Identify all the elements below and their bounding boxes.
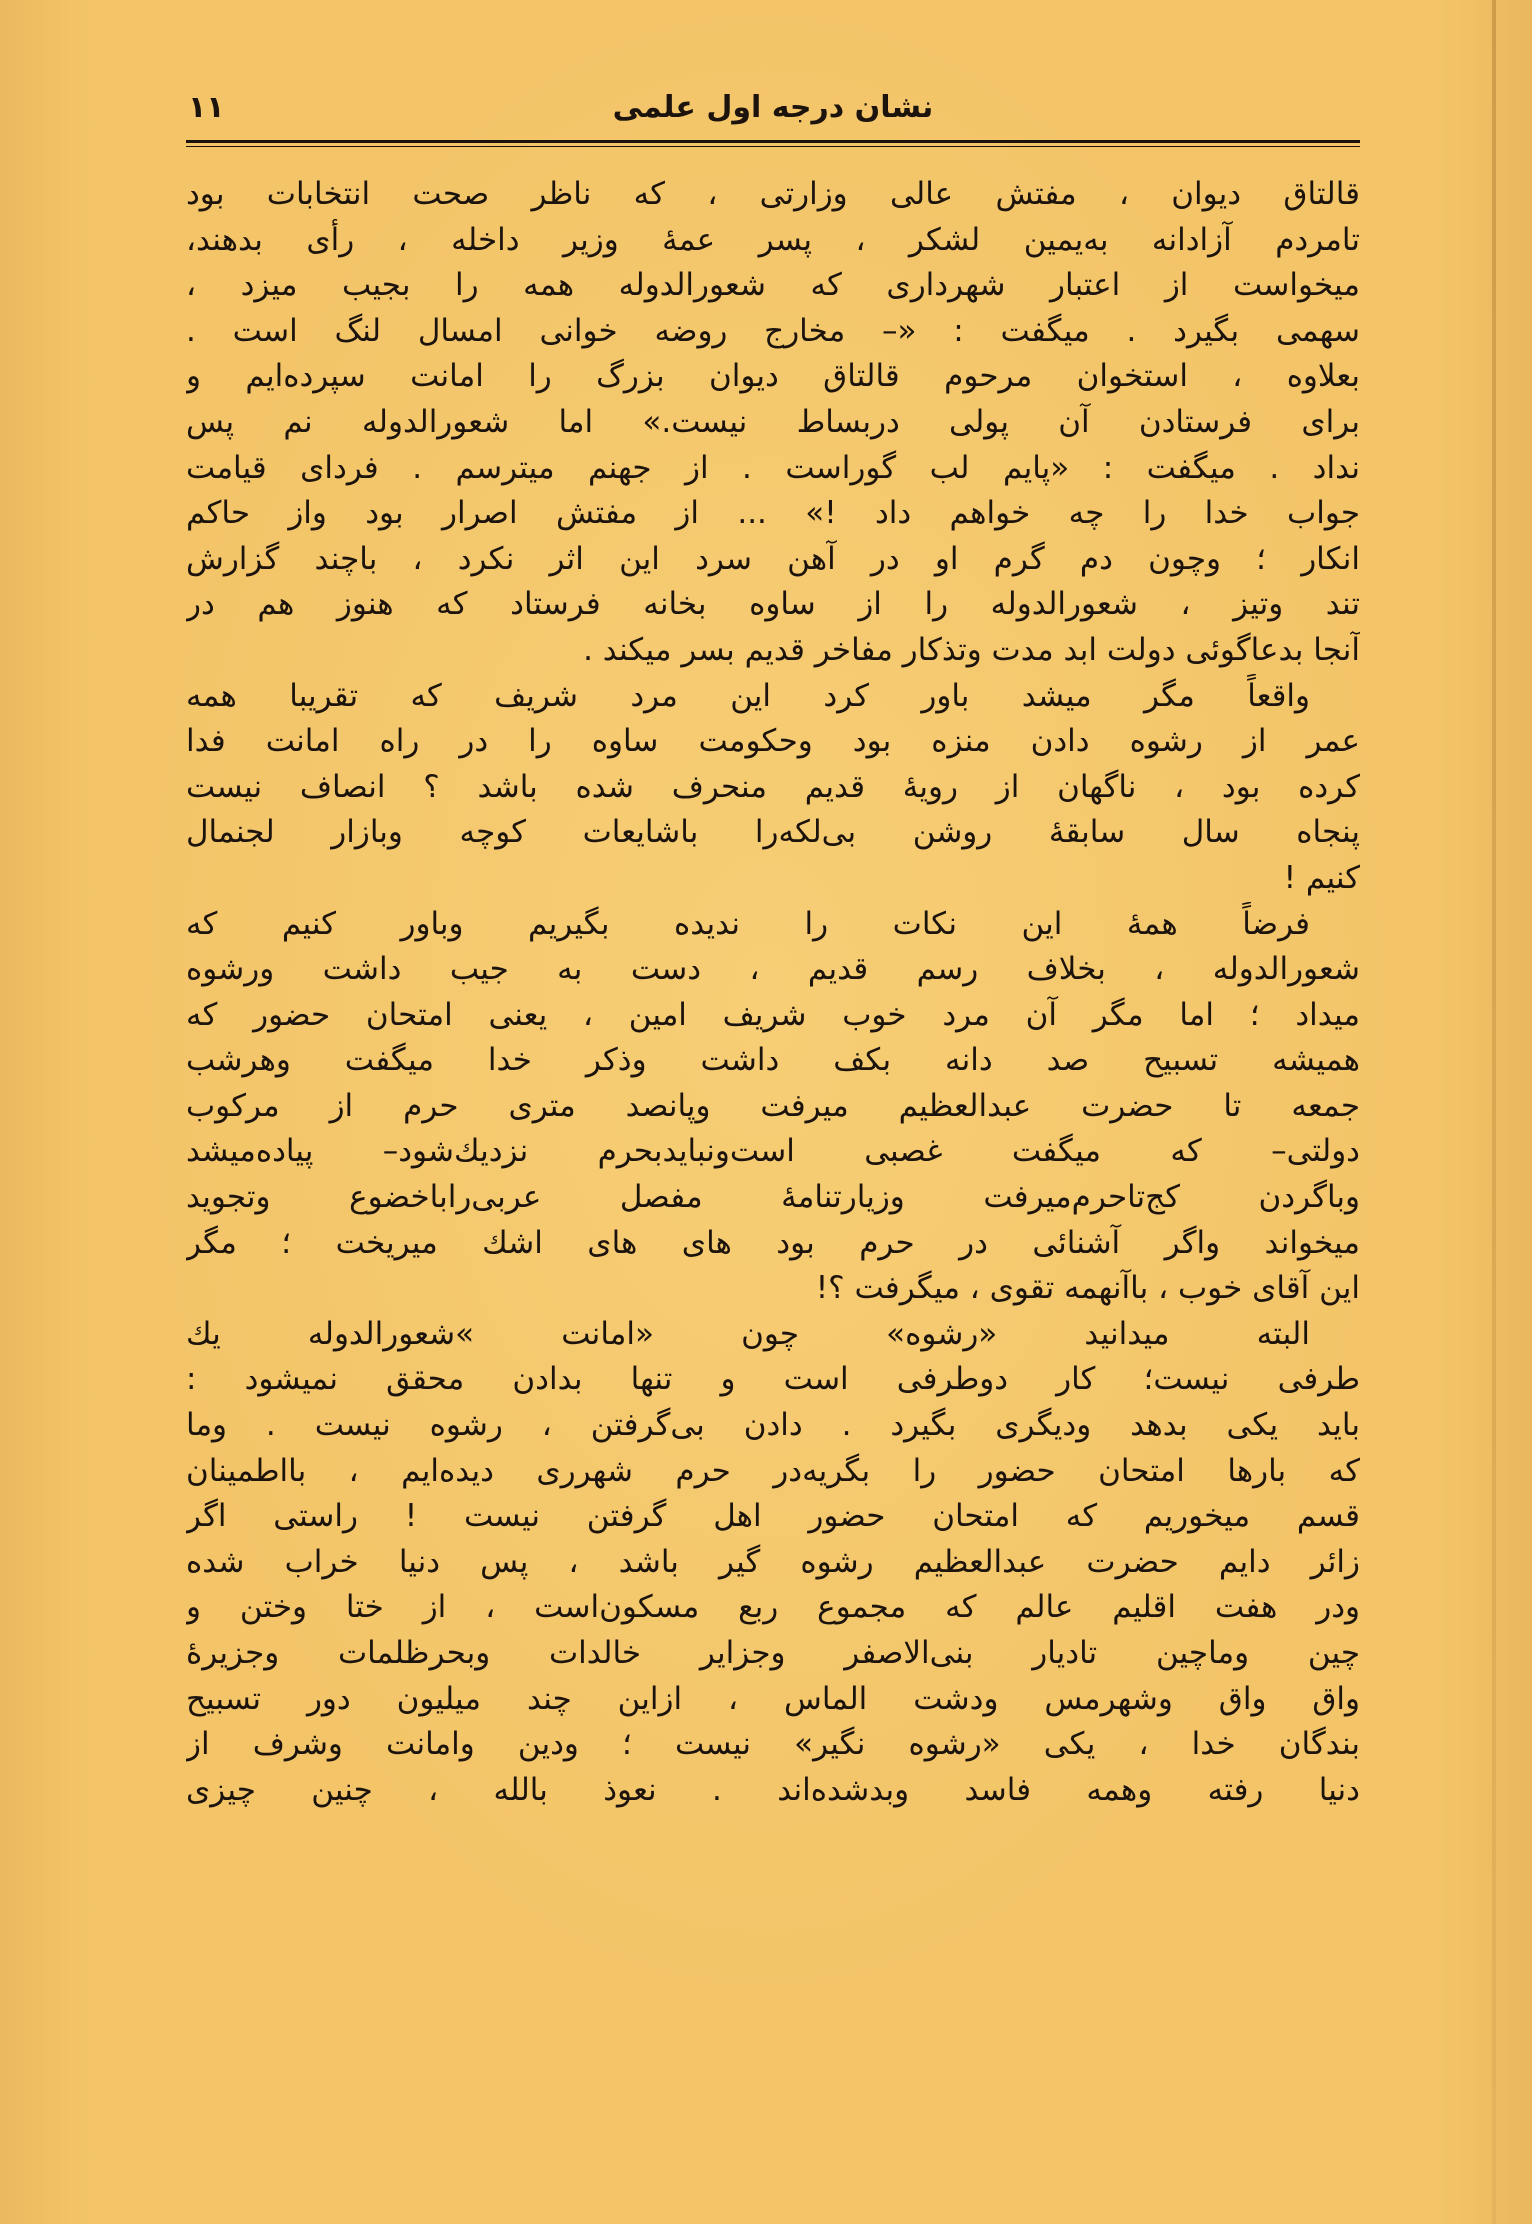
text-line: شعورالدوله ، بخلاف رسم قدیم ، دست به جیب داشت ورشوه bbox=[186, 951, 1360, 988]
text-line: دولتی– که میگفت غصبی است‌ونبایدبحرم نزدیك‌شود– پیاده‌میشد bbox=[186, 1133, 1360, 1170]
page-header bbox=[188, 84, 1358, 132]
text-line: عمر از رشوه دادن منزه بود وحکومت ساوه را در راه امانت فدا bbox=[186, 723, 1360, 760]
text-line: دنیا رفته وهمه فاسد وبدشده‌اند . نعوذ بالله ، چنین چیزی bbox=[186, 1771, 1360, 1808]
text-line: میخواست از اعتبار شهرداری که شعورالدوله همه را بجیب میزد ، bbox=[186, 267, 1360, 304]
text-line: طرفی نیست؛ کار دوطرفی است و تنها بدادن محقق نمیشود : bbox=[186, 1361, 1360, 1398]
text-line: سهمی بگیرد . میگفت : «– مخارج روضه خوانی امسال لنگ است . bbox=[186, 312, 1360, 349]
text-line: میخواند واگر آشنائی در حرم بود های های اشك میریخت ؛ مگر bbox=[186, 1224, 1360, 1261]
text-line: که بارها امتحان حضور را بگریه‌در حرم شهرری دیده‌ایم ، بااطمینان bbox=[186, 1452, 1360, 1489]
header-rule bbox=[186, 140, 1360, 147]
text-line: میداد ؛ اما مگر آن مرد خوب شریف امین ، یعنی امتحان حضور که bbox=[186, 996, 1360, 1033]
text-line: چین وماچین تادیار بنی‌الاصفر وجزایر خالدات وبحرظلمات وجزیرهٔ bbox=[186, 1635, 1360, 1671]
text-line: زائر دایم حضرت عبدالعظیم رشوه گیر باشد ، پس دنیا خراب شده bbox=[186, 1543, 1360, 1580]
text-line: پنجاه سال سابقهٔ روشن بی‌لکه‌را باشایعات کوچه وبازار لجنمال bbox=[186, 814, 1360, 851]
page-edge-stain bbox=[1492, 0, 1496, 2224]
text-line: تامردم آزادانه به‌یمین لشکر ، پسر عمهٔ وزیر داخله ، رأی بدهند، bbox=[186, 221, 1360, 258]
text-line: قالتاق دیوان ، مفتش عالی وزارتی ، که ناظر صحت انتخابات بود bbox=[186, 176, 1360, 212]
text-line: جواب خدا را چه خواهم داد !» ... از مفتش اصرار بود واز حاکم bbox=[186, 495, 1360, 532]
text-line: البته میدانید «رشوه» چون «امانت »شعورالدوله یك bbox=[186, 1315, 1310, 1352]
text-line: همیشه تسبیح صد دانه بکف داشت وذکر خدا میگفت وهرشب bbox=[186, 1042, 1360, 1079]
text-line: نداد . میگفت : «پایم لب گوراست . از جهنم میترسم . فردای قیامت bbox=[186, 449, 1360, 486]
text-line: واقعاً مگر میشد باور کرد این مرد شریف که تقریبا همه bbox=[186, 677, 1310, 714]
text-line: انکار ؛ وچون دم گرم او در آهن سرد این اثر نکرد ، باچند گزارش bbox=[186, 540, 1360, 577]
page-number: ۱۱ bbox=[188, 90, 225, 125]
running-title: نشان درجه اول علمی bbox=[612, 90, 934, 125]
text-line: بندگان خدا ، یکی «رشوه نگیر» نیست ؛ ودین وامانت وشرف از bbox=[186, 1726, 1360, 1763]
text-line: وباگردن کج‌تاحرم‌میرفت وزیارتنامهٔ مفصل عربی‌راباخضوع وتجوید bbox=[186, 1179, 1360, 1216]
text-line: این آقای خوب ، باآنهمه تقوی ، میگرفت ؟! bbox=[815, 1270, 1360, 1307]
text-line: باید یکی بدهد ودیگری بگیرد . دادن بی‌گرفتن ، رشوه نیست . وما bbox=[186, 1407, 1360, 1444]
text-line: تند وتیز ، شعورالدوله را از ساوه بخانه فرستاد که هنوز هم در bbox=[186, 586, 1360, 623]
text-line: ودر هفت اقلیم عالم که مجموع ربع مسکون‌است ، از ختا وختن و bbox=[186, 1589, 1360, 1626]
text-line: واق واق وشهرمس ودشت الماس ، ازاین چند میلیون دور تسبیح bbox=[186, 1680, 1360, 1717]
text-line: برای فرستادن آن پولی دربساط نیست.» اما شعورالدوله نم پس bbox=[186, 403, 1360, 440]
text-line: آنجا بدعاگوئی دولت ابد مدت وتذکار مفاخر قدیم بسر میکند . bbox=[583, 631, 1360, 668]
text-line: قسم میخوریم که امتحان حضور اهل گرفتن نیست ! راستی اگر bbox=[186, 1498, 1360, 1535]
text-line: جمعه تا حضرت عبدالعظیم میرفت وپانصد متری حرم از مرکوب bbox=[186, 1087, 1360, 1124]
text-line: کرده بود ، ناگهان از رویهٔ قدیم منحرف شده باشد ؟ انصاف نیست bbox=[186, 768, 1360, 805]
body-text bbox=[186, 172, 1360, 1813]
text-line: فرضاً همهٔ این نکات را ندیده بگیریم وباور کنیم که bbox=[186, 905, 1310, 942]
text-line: کنیم ! bbox=[1283, 859, 1360, 896]
text-line: بعلاوه ، استخوان مرحوم قالتاق دیوان بزرگ را امانت سپرده‌ایم و bbox=[186, 358, 1360, 395]
